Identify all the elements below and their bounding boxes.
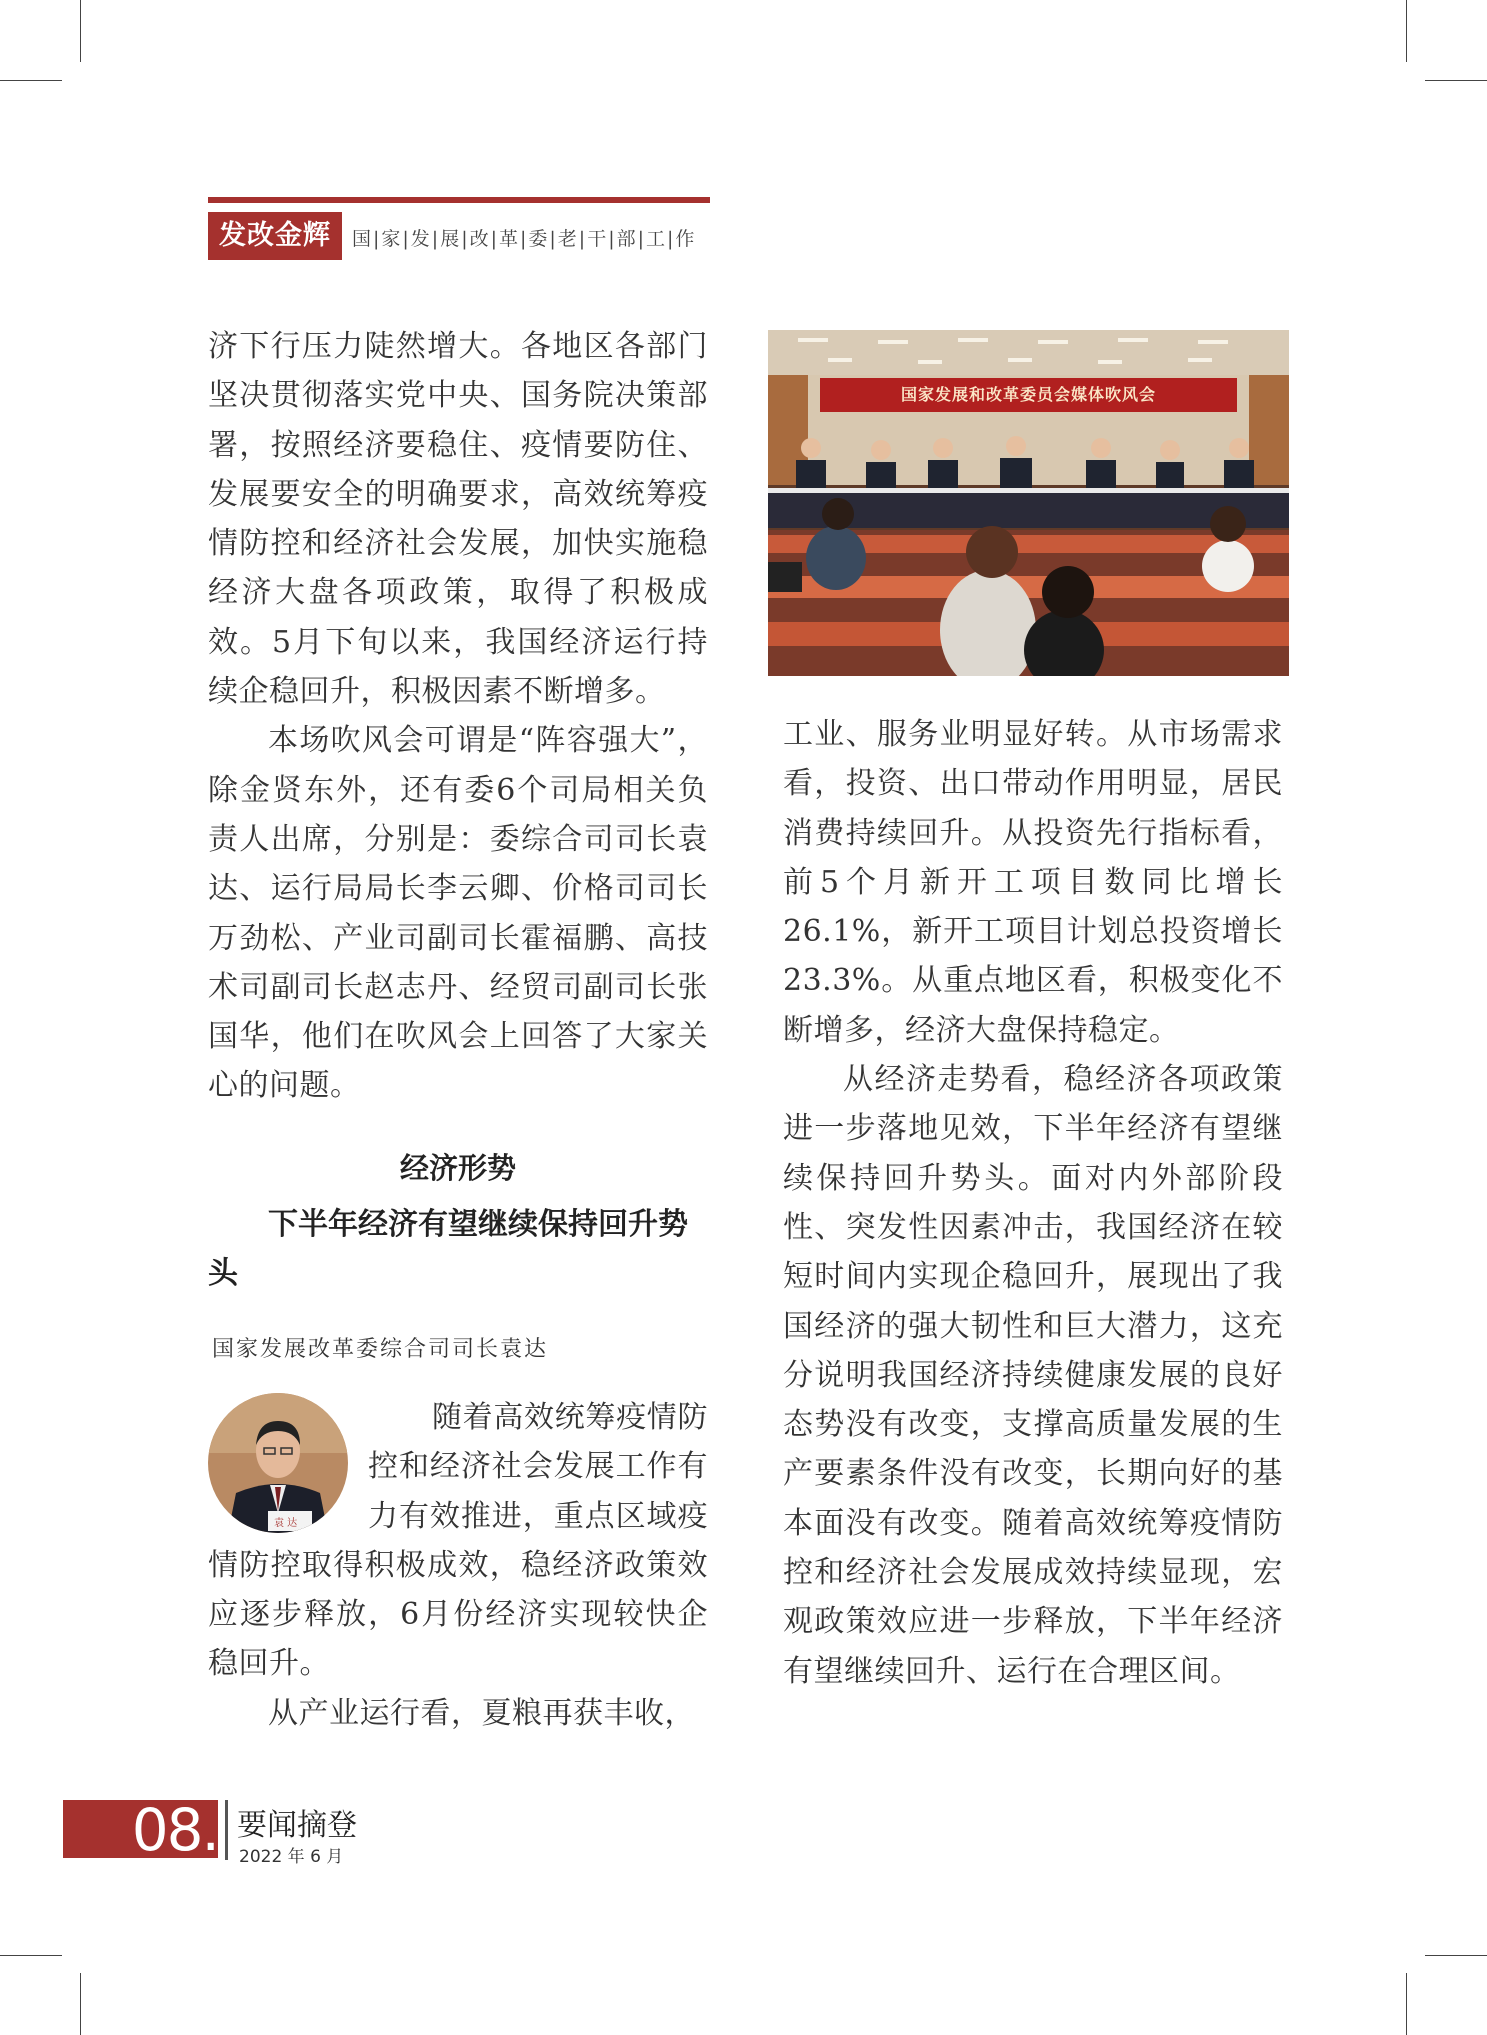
crop-mark: [1406, 0, 1407, 62]
paragraph: 工业、服务业明显好转。从市场需求看，投资、出口带动作用明显，居民消费持续回升。从投资先行指标看，前5个月新开工项目数同比增长26.1%，新开工项目计划总投资增长23.3%。从重点地区看，积极变化不断增多，经济大盘保持稳定。: [783, 717, 1283, 1048]
crop-mark: [0, 1955, 62, 1956]
header-rule: [208, 197, 710, 203]
department-label: 国|家|发|展|改|革|委|老|干|部|工|作: [352, 228, 697, 250]
column-brand: 发改金辉: [208, 212, 342, 260]
crop-mark: [1425, 80, 1487, 81]
left-column-bottom: [208, 1393, 708, 1738]
crop-mark: [1425, 1955, 1487, 1956]
banner-text: 国家发展和改革委员会媒体吹风会: [900, 385, 1156, 404]
article-subtitle: 下半年经济有望继续保持回升势头: [208, 1207, 688, 1291]
paragraph: 从产业运行看，夏粮再获丰收，: [268, 1695, 695, 1731]
section-title: 经济形势: [399, 1151, 516, 1185]
left-column-top: [208, 322, 708, 1111]
right-column: [783, 710, 1283, 1696]
paragraph: 本场吹风会可谓是“阵容强大”，除金贤东外，还有委6个司局相关负责人出席，分别是：委综合司司长袁达、运行局局长李云卿、价格司司长万劲松、产业司副司长霍福鹏、高技术司副司长赵志丹、经贸司副司长张国华，他们在吹风会上回答了大家关心的问题。: [208, 723, 708, 1104]
column-title: 要闻摘登: [237, 1808, 357, 1843]
paragraph: 从经济走势看，稳经济各项政策进一步落地见效，下半年经济有望继续保持回升势头。面对内外部阶段性、突发性因素冲击，我国经济在较短时间内实现企稳回升，展现出了我国经济的强大韧性和巨大潜力，这充分说明我国经济持续健康发展的良好态势没有改变，支撑高质量发展的生产要素条件没有改变，长期向好的基本面没有改变。随着高效统筹疫情防控和经济社会发展成效持续显现，宏观政策效应进一步释放，下半年经济有望继续回升、运行在合理区间。: [783, 1062, 1283, 1689]
footer-divider: [225, 1800, 228, 1860]
byline: 国家发展改革委综合司司长袁达: [212, 1337, 549, 1362]
crop-mark: [0, 80, 62, 81]
crop-mark: [80, 1973, 81, 2035]
wrap-spacer: [208, 1393, 368, 1533]
paragraph: [208, 1393, 708, 1689]
crop-mark: [1406, 1973, 1407, 2035]
issue-date: 2022 年 6 月: [239, 1847, 344, 1867]
crop-mark: [80, 0, 81, 62]
page-number: 08.: [63, 1800, 218, 1858]
nameplate-text: 袁 达: [274, 1518, 298, 1529]
paragraph: 济下行压力陡然增大。各地区各部门坚决贯彻落实党中央、国务院决策部署，按照经济要稳住、疫情要防住、发展要安全的明确要求，高效统筹疫情防控和经济社会发展，加快实施稳经济大盘各项政策，取得了积极成效。5月下旬以来，我国经济运行持续企稳回升，积极因素不断增多。: [208, 329, 708, 710]
press-conference-photo: [768, 330, 1289, 676]
paragraph-text: 随着高效统筹疫情防控和经济社会发展工作有力有效推进，重点区域疫情防控取得积极成效，稳经济政策效应逐步释放，6月份经济实现较快企稳回升。: [208, 1400, 708, 1682]
